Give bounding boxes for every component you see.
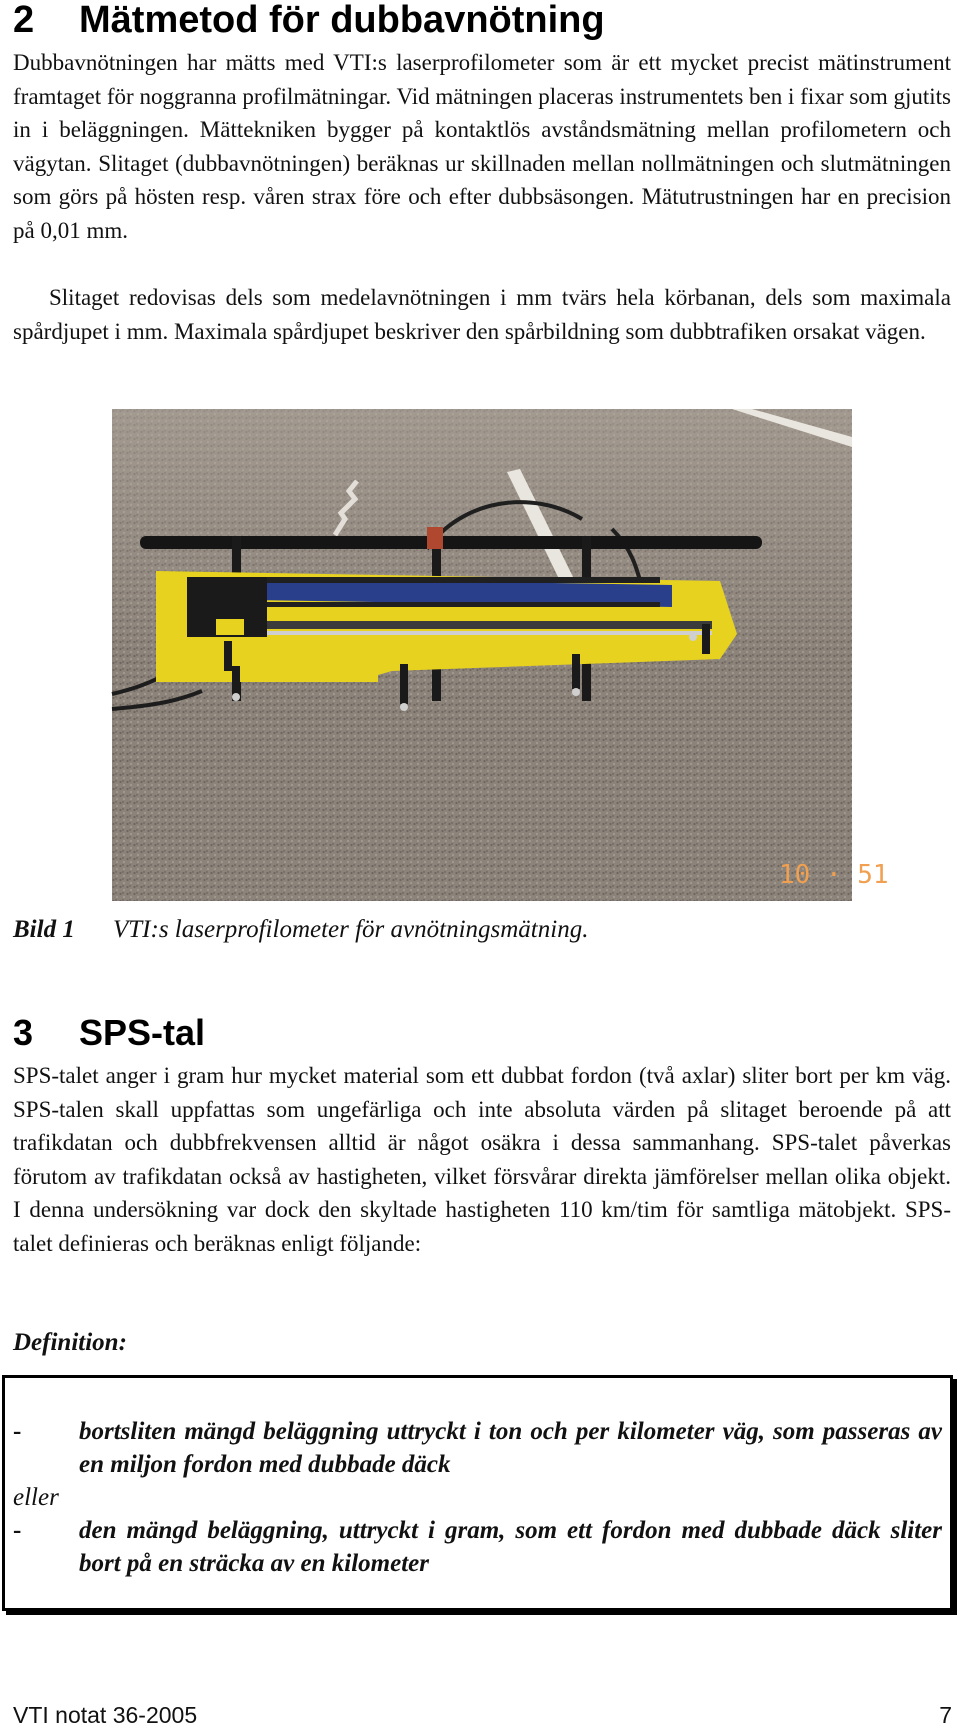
section-title: SPS-tal: [79, 1012, 206, 1053]
figure-caption: [13, 913, 588, 947]
section-3-heading: [13, 1012, 205, 1054]
definition-box: [2, 1375, 953, 1611]
definition-item-text: bortsliten mängd beläggning uttryckt i ton och per kilometer väg, som passeras av en miljon fordon med dubbade däck: [79, 1418, 942, 1478]
list-dash: -: [13, 1517, 22, 1544]
section-number: 3: [13, 1012, 34, 1053]
definition-item-1: [13, 1415, 942, 1481]
definition-item-2: [13, 1514, 942, 1580]
definition-label: Definition:: [13, 1329, 127, 1356]
section-2-paragraph-2: Slitaget redovisas dels som medelavnötningen i mm tvärs hela körbanan, dels som maximala spårdjupet i mm. Maximala spårdjupet beskriver den spårbildning som dubbtrafiken orsakat vägen.: [13, 285, 951, 344]
figure-caption-text: VTI:s laserprofilometer för avnötningsmätning.: [113, 916, 589, 943]
definition-connector: eller: [13, 1484, 59, 1511]
laser-profilometer-photo: [112, 409, 889, 901]
section-3-paragraph-1: SPS-talet anger i gram hur mycket material som ett dubbat fordon (två axlar) sliter bort per km väg. SPS-talen skall uppfattas som ungefärliga och inte absoluta värden på slitaget beroende på att trafikdatan och dubbfrekvensen alltid är något osäkra i dessa sammanhang. SPS-talet påverkas förutom av trafikdatan också av hastigheten, vilket försvårar direkta jämförelser mellan olika objekt. I denna undersökning var dock den skyltade hastigheten 110 km/tim för samtliga mätobjekt. SPS-talet definieras och beräknas enligt följande:: [13, 1063, 951, 1256]
section-2-heading: [13, 0, 605, 40]
figure-label: Bild 1: [13, 916, 75, 943]
section-title: Mätmetod för dubbavnötning: [79, 0, 605, 41]
footer-report-id: VTI notat 36-2005: [13, 1702, 198, 1728]
section-2-paragraph-1: Dubbavnötningen har mätts med VTI:s laserprofilometer som är ett mycket precist mätinstrument framtaget för noggranna profilmätningar. Vid mätningen placeras instrumentets ben i fixar som gjutits in i beläggningen. Mättekniken bygger på kontaktlös avståndsmätning mellan profilometern och vägytan. Slitaget (dubbavnötningen) beräknas ur skillnaden mellan nollmätningen och slutmätningen som görs på hösten resp. våren strax före och efter dubbsäsongen. Mätutrustningen har en precision på 0,01 mm.: [13, 50, 951, 243]
date-stamp: 10 · 51: [779, 860, 889, 890]
section-number: 2: [13, 0, 35, 41]
footer-page-number: 7: [939, 1702, 952, 1728]
definition-item-text: den mängd beläggning, uttryckt i gram, som ett fordon med dubbade däck sliter bort på en sträcka av en kilometer: [79, 1517, 942, 1577]
list-dash: -: [13, 1418, 22, 1445]
